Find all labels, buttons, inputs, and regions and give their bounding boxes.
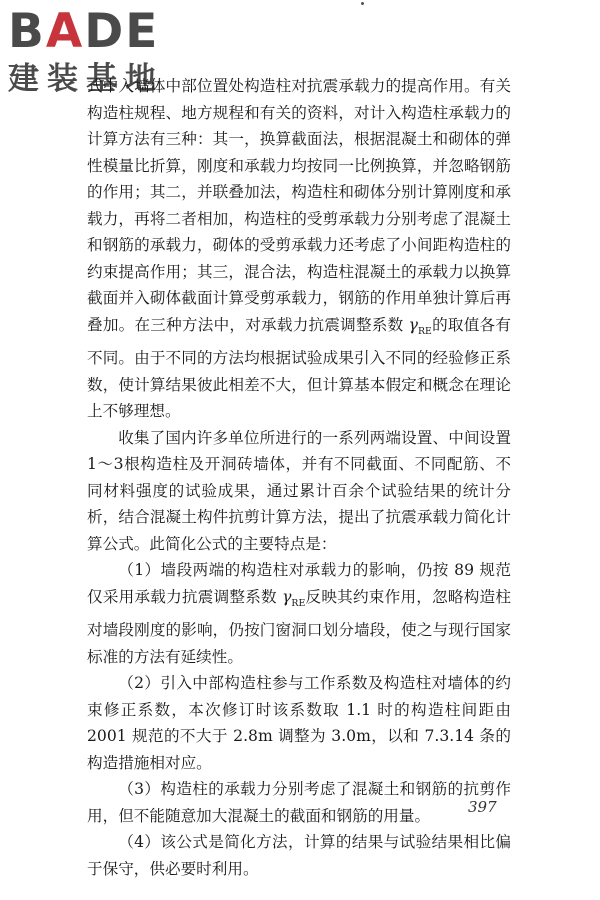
list-item-1: （1）墙段两端的构造柱对承载力的影响，仍按 89 规范仅采用承载力抗震调整系数 $\gamma_{RE}$反映其约束作用，忽略构造柱对墙段刚度的影响，仍按门窗洞口划分墙段，使之与现行国家标准的方法有延续性。 xyxy=(87,561,511,666)
logo-wordmark: BADE xyxy=(8,4,160,59)
list-item-2: （2）引入中部构造柱参与工作系数及构造柱对墙体的约束修正系数，本次修订时该系数取 1.1 时的构造柱间距由 2001 规范的不大于 2.8m 调整为 3.0m，以和 7.3.14 条的构造措施相对应。 xyxy=(87,674,511,772)
document-body xyxy=(87,73,511,882)
list-item-3: （3）构造柱的承载力分别考虑了混凝土和钢筋的抗剪作用，但不能随意加大混凝土的截面和钢筋的用量。 xyxy=(87,780,511,825)
paragraph-test-results: 收集了国内许多单位所进行的一系列两端设置、中间设置 1～3根构造柱及开洞砖墙体，并有不同截面、不同配筋、不同材料强度的试验成果，通过累计百余个试验结果的统计分析，结合混凝土构件抗剪计算方法，提出了抗震承载力简化计算公式。此简化公式的主要特点是： xyxy=(87,428,511,553)
page-number: 397 xyxy=(468,798,497,816)
list-item-4: （4）该公式是简化方法，计算的结果与试验结果相比偏于保守，供必要时利用。 xyxy=(87,833,511,878)
scan-dot xyxy=(361,2,364,5)
logo-subtitle: 建装基地 xyxy=(8,61,164,97)
paragraph-methods: 式中入墙体中部位置处构造柱对抗震承载力的提高作用。有关构造柱规程、地方规程和有关的资料，对计入构造柱承载力的计算方法有三种：其一，换算截面法，根据混凝土和砌体的弹性模量比折算，刚度和承载力均按同一比例换算，并忽略钢筋的作用；其二，并联叠加法，构造柱和砌体分别计算刚度和承载力，再将二者相加，构造柱的受剪承载力分别考虑了混凝土和钢筋的承载力，砌体的受剪承载力还考虑了小间距构造柱的约束提高作用；其三，混合法，构造柱混凝土的承载力以换算截面并入砌体截面计算受剪承载力，钢筋的作用单独计算后再叠加。在三种方法中，对承载力抗震调整系数 $\gamma_{RE}$的取值各有不同。由于不同的方法均根据试验成果引入不同的经验修正系数，使计算结果彼此相差不大，但计算基本假定和概念在理论上不够理想。 xyxy=(87,77,511,421)
